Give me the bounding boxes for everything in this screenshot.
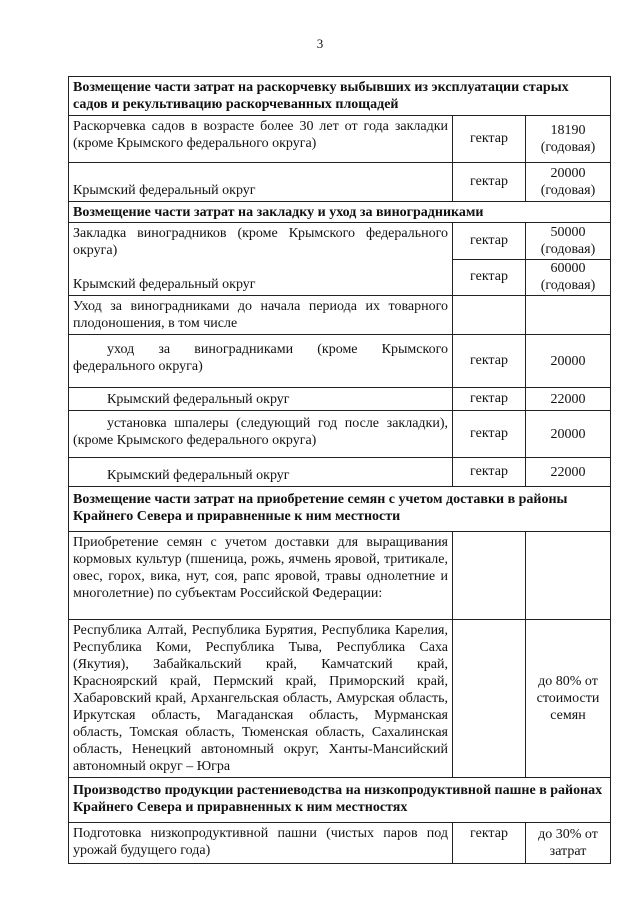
section-header — [69, 77, 610, 116]
table-row — [69, 388, 610, 411]
row-rate: до 30% от затрат — [538, 827, 598, 859]
table-row — [69, 823, 610, 863]
section-title: Возмещение части затрат на приобретение семян с учетом доставки в районы Крайнего Севера и приравненные к ним местности — [73, 492, 568, 524]
row-description: Подготовка низкопродуктивной пашни (чистых паров под урожай будущего года) — [69, 823, 453, 863]
row-unit: гектар — [453, 335, 526, 387]
row-description: Раскорчевка садов в возрасте более 30 лет от года закладки (кроме Крымского федерального округа) — [69, 116, 453, 162]
row-unit: гектар — [453, 116, 526, 162]
row-unit: гектар — [453, 163, 526, 201]
row-unit: гектар — [453, 823, 526, 863]
row-description-text: Крымский федеральный округ — [107, 468, 290, 483]
section-title: Возмещение части затрат на закладку и уход за виноградниками — [73, 205, 484, 220]
row-rate: 20000 (годовая) — [540, 166, 596, 198]
section-header — [69, 487, 610, 532]
row-description-text: Крымский федеральный округ — [73, 277, 256, 292]
row-rate-value: 50000 (годовая) — [540, 224, 596, 257]
section-title: Производство продукции растениеводства на низкопродуктивной пашне в районах Крайнего Севера и приравненных к ним местностях — [73, 783, 603, 815]
section-title: Возмещение части затрат на раскорчевку выбывших из эксплуатации старых садов и рекультивацию раскорчеванных площадей — [73, 80, 569, 112]
table-row — [69, 411, 610, 458]
table-row — [69, 458, 610, 487]
table-row — [69, 296, 610, 335]
row-description: уход за виноградниками (кроме Крымского федерального округа) — [69, 335, 453, 387]
row-unit-value: гектар — [453, 259, 525, 296]
row-description: Уход за виноградниками до начала периода их товарного плодоношения, в том числе — [69, 296, 453, 334]
row-rate: до 80% от стоимости семян — [536, 674, 600, 723]
subsidy-rates-table — [68, 76, 611, 864]
page-number: 3 — [316, 36, 324, 51]
table-row — [69, 532, 610, 620]
row-unit — [453, 532, 526, 619]
row-unit-value: гектар — [470, 232, 508, 248]
table-row — [69, 163, 610, 202]
row-unit: гектар — [453, 411, 526, 457]
row-description: Приобретение семян с учетом доставки для выращивания кормовых культур (пшеница, рожь, ячмень яровой, тритикале, овес, горох, вика, нут, соя, рапс яровой, травы однолетние и многолетние) по субъектам Российской Федерации: — [69, 532, 453, 619]
row-rate — [526, 532, 610, 619]
row-description: установка шпалеры (следующий год после закладки), (кроме Крымского федерального округа) — [69, 411, 453, 457]
row-description-text: Закладка виноградников (кроме Крымского федерального округа) — [73, 226, 448, 258]
row-rate-value: 60000 (годовая) — [526, 259, 610, 296]
row-unit: гектар — [453, 458, 526, 486]
row-rate — [526, 223, 610, 295]
row-rate: 22000 — [550, 391, 586, 407]
row-unit — [453, 296, 526, 334]
table-row — [69, 223, 610, 296]
row-unit — [453, 223, 526, 295]
row-description — [69, 223, 453, 295]
row-unit: гектар — [453, 388, 526, 410]
row-rate: 20000 — [550, 353, 586, 369]
row-description-text: Крымский федеральный округ — [107, 392, 290, 407]
row-rate: 22000 — [550, 464, 586, 480]
row-description-text: Крымский федеральный округ — [73, 183, 256, 198]
row-description — [69, 458, 453, 486]
section-header — [69, 778, 610, 823]
row-rate — [526, 296, 610, 334]
section-header — [69, 202, 610, 223]
table-row — [69, 335, 610, 388]
row-rate: 18190 (годовая) — [540, 123, 596, 155]
table-row — [69, 620, 610, 778]
table-row — [69, 116, 610, 163]
row-rate: 20000 — [550, 426, 586, 442]
row-description — [69, 388, 453, 410]
row-description: Республика Алтай, Республика Бурятия, Республика Карелия, Республика Коми, Республика Тыва, Республика Саха (Якутия), Забайкальский край, Камчатский край, Красноярский край, Пермский край, Приморский край, Хабаровский край, Архангельская область, Амурская область, Иркутская область, Магаданская область, Мурманская область, Томская область, Тюменская область, Сахалинская область, Ненецкий автономный округ, Ханты-Мансийский автономный округ – Югра — [69, 620, 453, 777]
row-unit — [453, 620, 526, 777]
row-description — [69, 163, 453, 201]
